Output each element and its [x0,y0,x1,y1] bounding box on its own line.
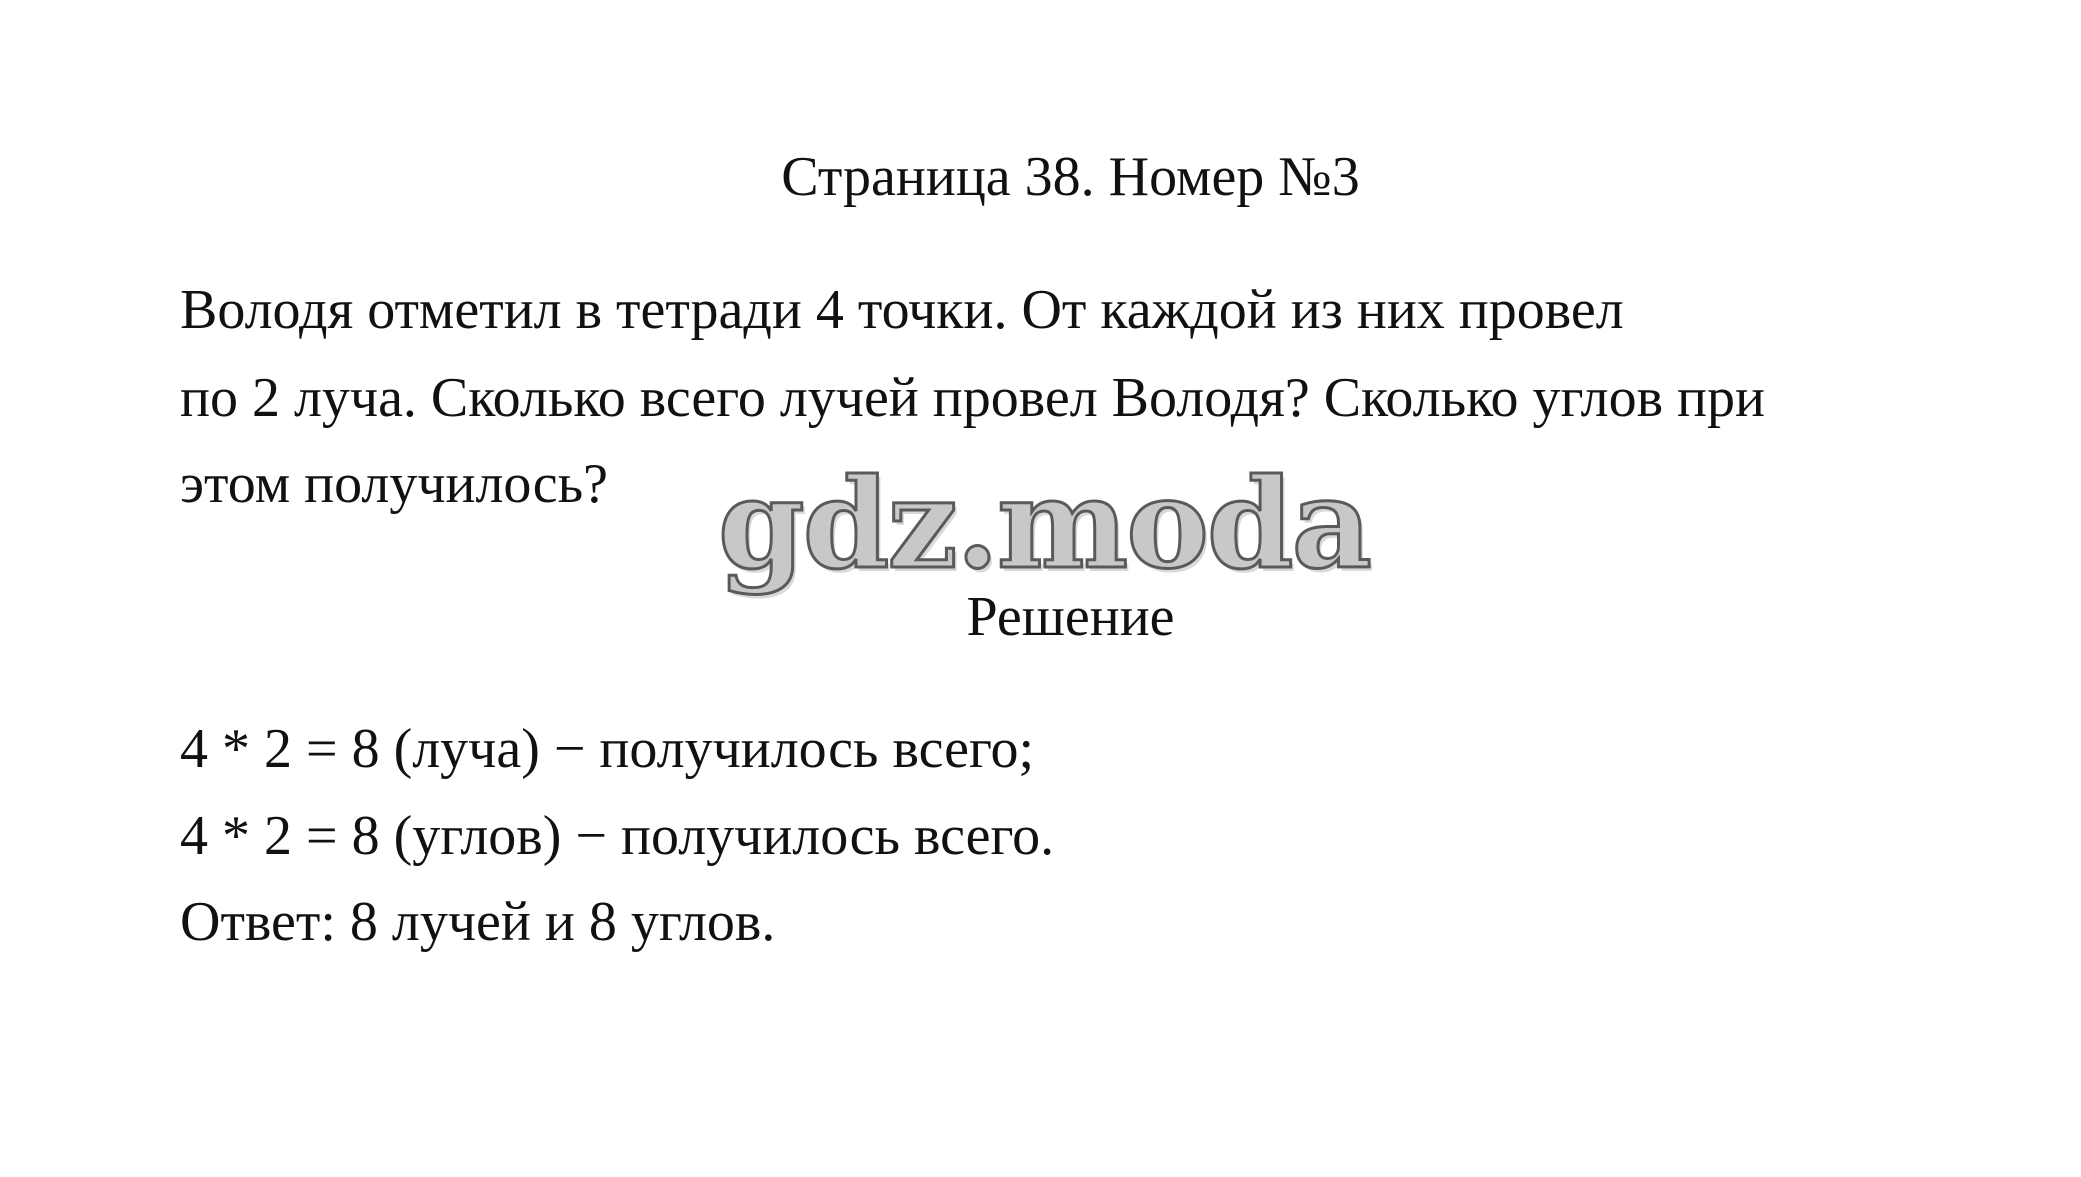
problem-text-line-2: по 2 луча. Сколько всего лучей провел Володя? Сколько углов при [180,367,1765,429]
solution-line-2: 4 * 2 = 8 (углов) − получилось всего. [180,805,1055,867]
problem-text-line-1: Володя отметил в тетради 4 точки. От каждой из них провел [180,279,1624,341]
solution-heading: Решение [966,586,1175,648]
page-title: Страница 38. Номер №3 [781,146,1360,208]
answer-line: Ответ: 8 лучей и 8 углов. [180,891,776,953]
problem-text-line-3: этом получилось? [180,453,609,515]
watermark-logo: gdz.moda [718,452,1370,597]
solution-line-1: 4 * 2 = 8 (луча) − получилось всего; [180,718,1035,780]
